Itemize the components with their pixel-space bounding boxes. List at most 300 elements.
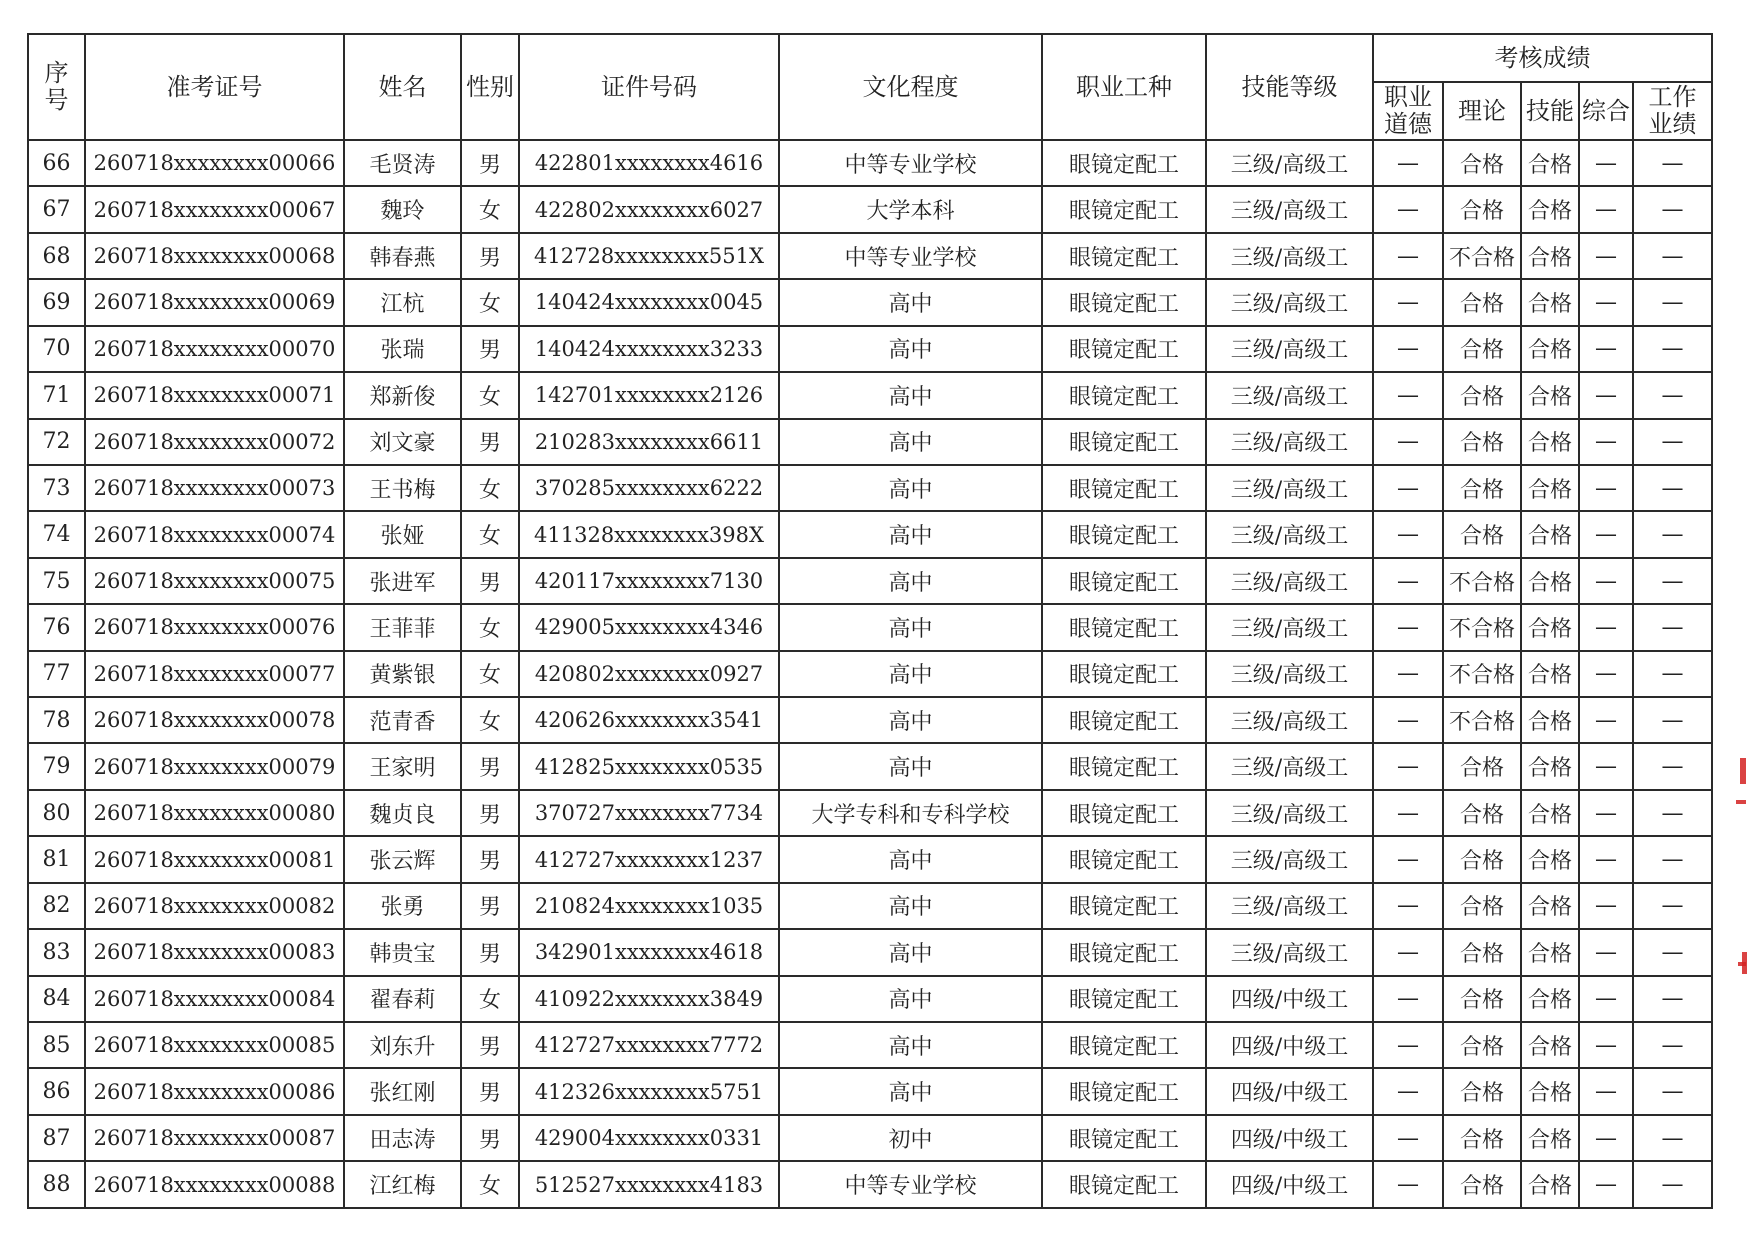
header-comprehensive: 综合 bbox=[1579, 82, 1633, 140]
cell-skill-level: 三级/高级工 bbox=[1206, 883, 1373, 929]
cell-occupation: 眼镜定配工 bbox=[1042, 883, 1206, 929]
cell-skill-level: 四级/中级工 bbox=[1206, 1022, 1373, 1068]
cell-comprehensive: — bbox=[1579, 186, 1633, 232]
cell-id-no: 420626xxxxxxxx3541 bbox=[519, 697, 779, 743]
cell-work-performance: — bbox=[1633, 186, 1712, 232]
table-row bbox=[28, 929, 1712, 975]
cell-occupation: 眼镜定配工 bbox=[1042, 697, 1206, 743]
cell-skill: 合格 bbox=[1521, 419, 1579, 465]
cell-work-performance: — bbox=[1633, 1161, 1712, 1208]
cell-skill-level: 三级/高级工 bbox=[1206, 743, 1373, 789]
cell-index: 68 bbox=[28, 233, 85, 279]
cell-comprehensive: — bbox=[1579, 743, 1633, 789]
table-row bbox=[28, 233, 1712, 279]
cell-skill: 合格 bbox=[1521, 790, 1579, 836]
table-row bbox=[28, 465, 1712, 511]
cell-gender: 女 bbox=[461, 651, 519, 697]
cell-education: 高中 bbox=[779, 419, 1042, 465]
cell-id-no: 412727xxxxxxxx7772 bbox=[519, 1022, 779, 1068]
cell-ethics: — bbox=[1373, 1022, 1443, 1068]
cell-skill: 合格 bbox=[1521, 743, 1579, 789]
header-skill: 技能 bbox=[1521, 82, 1579, 140]
cell-ethics: — bbox=[1373, 1161, 1443, 1208]
cell-education: 中等专业学校 bbox=[779, 233, 1042, 279]
cell-ticket-no: 260718xxxxxxxx00076 bbox=[85, 604, 344, 650]
cell-work-performance: — bbox=[1633, 697, 1712, 743]
cell-comprehensive: — bbox=[1579, 372, 1633, 418]
cell-skill-level: 三级/高级工 bbox=[1206, 558, 1373, 604]
cell-theory: 合格 bbox=[1443, 140, 1521, 186]
cell-theory: 合格 bbox=[1443, 743, 1521, 789]
table-row bbox=[28, 1115, 1712, 1161]
cell-education: 中等专业学校 bbox=[779, 1161, 1042, 1208]
cell-id-no: 422801xxxxxxxx4616 bbox=[519, 140, 779, 186]
cell-occupation: 眼镜定配工 bbox=[1042, 604, 1206, 650]
table-row bbox=[28, 1161, 1712, 1208]
cell-ticket-no: 260718xxxxxxxx00084 bbox=[85, 976, 344, 1022]
cell-ticket-no: 260718xxxxxxxx00088 bbox=[85, 1161, 344, 1208]
cell-theory: 不合格 bbox=[1443, 604, 1521, 650]
seal-fragment bbox=[1736, 800, 1746, 804]
cell-ticket-no: 260718xxxxxxxx00085 bbox=[85, 1022, 344, 1068]
cell-skill: 合格 bbox=[1521, 511, 1579, 557]
cell-id-no: 512527xxxxxxxx4183 bbox=[519, 1161, 779, 1208]
cell-work-performance: — bbox=[1633, 558, 1712, 604]
cell-theory: 合格 bbox=[1443, 465, 1521, 511]
cell-name: 江杭 bbox=[344, 279, 461, 325]
table-row bbox=[28, 186, 1712, 232]
cell-ticket-no: 260718xxxxxxxx00069 bbox=[85, 279, 344, 325]
cell-gender: 女 bbox=[461, 976, 519, 1022]
cell-ethics: — bbox=[1373, 790, 1443, 836]
cell-ethics: — bbox=[1373, 651, 1443, 697]
cell-skill: 合格 bbox=[1521, 326, 1579, 372]
cell-work-performance: — bbox=[1633, 651, 1712, 697]
table-row bbox=[28, 883, 1712, 929]
cell-index: 77 bbox=[28, 651, 85, 697]
cell-name: 韩春燕 bbox=[344, 233, 461, 279]
cell-comprehensive: — bbox=[1579, 929, 1633, 975]
cell-education: 高中 bbox=[779, 1022, 1042, 1068]
cell-education: 高中 bbox=[779, 743, 1042, 789]
cell-ethics: — bbox=[1373, 279, 1443, 325]
cell-gender: 男 bbox=[461, 233, 519, 279]
cell-name: 张勇 bbox=[344, 883, 461, 929]
cell-education: 高中 bbox=[779, 929, 1042, 975]
cell-ethics: — bbox=[1373, 976, 1443, 1022]
cell-occupation: 眼镜定配工 bbox=[1042, 326, 1206, 372]
cell-name: 张进军 bbox=[344, 558, 461, 604]
cell-comprehensive: — bbox=[1579, 419, 1633, 465]
cell-comprehensive: — bbox=[1579, 233, 1633, 279]
cell-name: 刘东升 bbox=[344, 1022, 461, 1068]
cell-skill-level: 三级/高级工 bbox=[1206, 836, 1373, 882]
cell-theory: 合格 bbox=[1443, 186, 1521, 232]
cell-education: 高中 bbox=[779, 326, 1042, 372]
header-theory: 理论 bbox=[1443, 82, 1521, 140]
cell-education: 高中 bbox=[779, 372, 1042, 418]
cell-ticket-no: 260718xxxxxxxx00079 bbox=[85, 743, 344, 789]
cell-theory: 不合格 bbox=[1443, 651, 1521, 697]
cell-theory: 合格 bbox=[1443, 372, 1521, 418]
cell-gender: 女 bbox=[461, 186, 519, 232]
table-row bbox=[28, 558, 1712, 604]
cell-index: 76 bbox=[28, 604, 85, 650]
cell-comprehensive: — bbox=[1579, 1115, 1633, 1161]
cell-gender: 男 bbox=[461, 883, 519, 929]
cell-id-no: 140424xxxxxxxx0045 bbox=[519, 279, 779, 325]
cell-education: 初中 bbox=[779, 1115, 1042, 1161]
cell-id-no: 412727xxxxxxxx1237 bbox=[519, 836, 779, 882]
cell-skill-level: 四级/中级工 bbox=[1206, 1068, 1373, 1114]
cell-work-performance: — bbox=[1633, 465, 1712, 511]
header-ethics: 职业道德 bbox=[1373, 82, 1443, 140]
cell-skill: 合格 bbox=[1521, 697, 1579, 743]
cell-skill: 合格 bbox=[1521, 604, 1579, 650]
header-work-performance: 工作业绩 bbox=[1633, 82, 1712, 140]
cell-index: 73 bbox=[28, 465, 85, 511]
cell-ethics: — bbox=[1373, 140, 1443, 186]
cell-ethics: — bbox=[1373, 558, 1443, 604]
cell-index: 71 bbox=[28, 372, 85, 418]
cell-occupation: 眼镜定配工 bbox=[1042, 419, 1206, 465]
cell-skill: 合格 bbox=[1521, 372, 1579, 418]
cell-theory: 不合格 bbox=[1443, 558, 1521, 604]
cell-work-performance: — bbox=[1633, 836, 1712, 882]
cell-skill: 合格 bbox=[1521, 1161, 1579, 1208]
cell-skill: 合格 bbox=[1521, 883, 1579, 929]
cell-id-no: 140424xxxxxxxx3233 bbox=[519, 326, 779, 372]
cell-skill-level: 三级/高级工 bbox=[1206, 279, 1373, 325]
cell-ticket-no: 260718xxxxxxxx00078 bbox=[85, 697, 344, 743]
cell-theory: 合格 bbox=[1443, 1022, 1521, 1068]
cell-index: 69 bbox=[28, 279, 85, 325]
cell-comprehensive: — bbox=[1579, 883, 1633, 929]
cell-education: 高中 bbox=[779, 697, 1042, 743]
cell-gender: 女 bbox=[461, 697, 519, 743]
cell-skill-level: 四级/中级工 bbox=[1206, 1161, 1373, 1208]
cell-work-performance: — bbox=[1633, 976, 1712, 1022]
cell-index: 85 bbox=[28, 1022, 85, 1068]
cell-theory: 合格 bbox=[1443, 511, 1521, 557]
cell-id-no: 342901xxxxxxxx4618 bbox=[519, 929, 779, 975]
table-row bbox=[28, 1022, 1712, 1068]
cell-gender: 女 bbox=[461, 511, 519, 557]
cell-gender: 男 bbox=[461, 1022, 519, 1068]
cell-gender: 男 bbox=[461, 790, 519, 836]
cell-ethics: — bbox=[1373, 883, 1443, 929]
cell-ethics: — bbox=[1373, 465, 1443, 511]
cell-comprehensive: — bbox=[1579, 1068, 1633, 1114]
cell-education: 高中 bbox=[779, 604, 1042, 650]
cell-index: 87 bbox=[28, 1115, 85, 1161]
cell-index: 88 bbox=[28, 1161, 85, 1208]
cell-education: 高中 bbox=[779, 279, 1042, 325]
cell-index: 80 bbox=[28, 790, 85, 836]
cell-index: 67 bbox=[28, 186, 85, 232]
cell-work-performance: — bbox=[1633, 279, 1712, 325]
cell-name: 张云辉 bbox=[344, 836, 461, 882]
table-row bbox=[28, 511, 1712, 557]
cell-work-performance: — bbox=[1633, 1115, 1712, 1161]
cell-index: 79 bbox=[28, 743, 85, 789]
cell-skill-level: 三级/高级工 bbox=[1206, 790, 1373, 836]
cell-ticket-no: 260718xxxxxxxx00073 bbox=[85, 465, 344, 511]
cell-skill-level: 三级/高级工 bbox=[1206, 511, 1373, 557]
cell-occupation: 眼镜定配工 bbox=[1042, 790, 1206, 836]
cell-ticket-no: 260718xxxxxxxx00074 bbox=[85, 511, 344, 557]
cell-work-performance: — bbox=[1633, 140, 1712, 186]
cell-occupation: 眼镜定配工 bbox=[1042, 1115, 1206, 1161]
header-skill-level: 技能等级 bbox=[1206, 34, 1373, 140]
cell-skill-level: 三级/高级工 bbox=[1206, 604, 1373, 650]
cell-occupation: 眼镜定配工 bbox=[1042, 186, 1206, 232]
cell-ethics: — bbox=[1373, 419, 1443, 465]
cell-comprehensive: — bbox=[1579, 279, 1633, 325]
cell-work-performance: — bbox=[1633, 604, 1712, 650]
cell-ethics: — bbox=[1373, 836, 1443, 882]
cell-skill-level: 三级/高级工 bbox=[1206, 651, 1373, 697]
cell-index: 70 bbox=[28, 326, 85, 372]
cell-ethics: — bbox=[1373, 233, 1443, 279]
cell-education: 大学本科 bbox=[779, 186, 1042, 232]
cell-ticket-no: 260718xxxxxxxx00075 bbox=[85, 558, 344, 604]
cell-name: 魏贞良 bbox=[344, 790, 461, 836]
cell-work-performance: — bbox=[1633, 1022, 1712, 1068]
cell-work-performance: — bbox=[1633, 372, 1712, 418]
cell-gender: 男 bbox=[461, 558, 519, 604]
table-body bbox=[28, 140, 1712, 1208]
cell-work-performance: — bbox=[1633, 1068, 1712, 1114]
cell-id-no: 210824xxxxxxxx1035 bbox=[519, 883, 779, 929]
cell-work-performance: — bbox=[1633, 419, 1712, 465]
cell-education: 高中 bbox=[779, 558, 1042, 604]
cell-education: 高中 bbox=[779, 836, 1042, 882]
cell-theory: 合格 bbox=[1443, 326, 1521, 372]
cell-education: 高中 bbox=[779, 976, 1042, 1022]
cell-index: 66 bbox=[28, 140, 85, 186]
header-occupation: 职业工种 bbox=[1042, 34, 1206, 140]
cell-name: 江红梅 bbox=[344, 1161, 461, 1208]
cell-index: 75 bbox=[28, 558, 85, 604]
table-header bbox=[28, 34, 1712, 140]
seal-fragment bbox=[1740, 758, 1746, 784]
cell-ticket-no: 260718xxxxxxxx00066 bbox=[85, 140, 344, 186]
cell-skill: 合格 bbox=[1521, 1115, 1579, 1161]
cell-index: 82 bbox=[28, 883, 85, 929]
cell-education: 大学专科和专科学校 bbox=[779, 790, 1042, 836]
cell-skill-level: 三级/高级工 bbox=[1206, 465, 1373, 511]
table-row bbox=[28, 279, 1712, 325]
cell-name: 张红刚 bbox=[344, 1068, 461, 1114]
table-row bbox=[28, 1068, 1712, 1114]
cell-theory: 合格 bbox=[1443, 883, 1521, 929]
cell-occupation: 眼镜定配工 bbox=[1042, 140, 1206, 186]
cell-id-no: 420117xxxxxxxx7130 bbox=[519, 558, 779, 604]
cell-gender: 女 bbox=[461, 604, 519, 650]
cell-work-performance: — bbox=[1633, 743, 1712, 789]
cell-id-no: 142701xxxxxxxx2126 bbox=[519, 372, 779, 418]
cell-education: 高中 bbox=[779, 1068, 1042, 1114]
cell-skill-level: 三级/高级工 bbox=[1206, 929, 1373, 975]
cell-skill-level: 四级/中级工 bbox=[1206, 1115, 1373, 1161]
cell-theory: 合格 bbox=[1443, 790, 1521, 836]
cell-name: 刘文豪 bbox=[344, 419, 461, 465]
cell-gender: 女 bbox=[461, 372, 519, 418]
cell-comprehensive: — bbox=[1579, 1022, 1633, 1068]
cell-gender: 女 bbox=[461, 1161, 519, 1208]
cell-id-no: 410922xxxxxxxx3849 bbox=[519, 976, 779, 1022]
header-name: 姓名 bbox=[344, 34, 461, 140]
seal-fragment bbox=[1738, 962, 1746, 966]
cell-skill-level: 三级/高级工 bbox=[1206, 372, 1373, 418]
cell-id-no: 210283xxxxxxxx6611 bbox=[519, 419, 779, 465]
cell-ethics: — bbox=[1373, 743, 1443, 789]
cell-gender: 男 bbox=[461, 929, 519, 975]
cell-theory: 合格 bbox=[1443, 1161, 1521, 1208]
cell-index: 86 bbox=[28, 1068, 85, 1114]
cell-ethics: — bbox=[1373, 186, 1443, 232]
cell-gender: 男 bbox=[461, 140, 519, 186]
cell-name: 魏玲 bbox=[344, 186, 461, 232]
header-id-no: 证件号码 bbox=[519, 34, 779, 140]
cell-occupation: 眼镜定配工 bbox=[1042, 976, 1206, 1022]
cell-id-no: 412825xxxxxxxx0535 bbox=[519, 743, 779, 789]
table-row bbox=[28, 743, 1712, 789]
table-row bbox=[28, 372, 1712, 418]
cell-occupation: 眼镜定配工 bbox=[1042, 465, 1206, 511]
cell-ethics: — bbox=[1373, 326, 1443, 372]
cell-comprehensive: — bbox=[1579, 976, 1633, 1022]
table-row bbox=[28, 140, 1712, 186]
cell-comprehensive: — bbox=[1579, 790, 1633, 836]
cell-name: 毛贤涛 bbox=[344, 140, 461, 186]
header-ticket-no: 准考证号 bbox=[85, 34, 344, 140]
cell-skill: 合格 bbox=[1521, 186, 1579, 232]
cell-occupation: 眼镜定配工 bbox=[1042, 929, 1206, 975]
cell-education: 高中 bbox=[779, 651, 1042, 697]
cell-ethics: — bbox=[1373, 1115, 1443, 1161]
cell-name: 张瑞 bbox=[344, 326, 461, 372]
cell-ticket-no: 260718xxxxxxxx00081 bbox=[85, 836, 344, 882]
cell-skill: 合格 bbox=[1521, 651, 1579, 697]
cell-name: 田志涛 bbox=[344, 1115, 461, 1161]
cell-index: 81 bbox=[28, 836, 85, 882]
cell-skill-level: 三级/高级工 bbox=[1206, 186, 1373, 232]
cell-work-performance: — bbox=[1633, 929, 1712, 975]
cell-gender: 男 bbox=[461, 743, 519, 789]
cell-ticket-no: 260718xxxxxxxx00082 bbox=[85, 883, 344, 929]
header-education: 文化程度 bbox=[779, 34, 1042, 140]
cell-occupation: 眼镜定配工 bbox=[1042, 1161, 1206, 1208]
cell-ethics: — bbox=[1373, 1068, 1443, 1114]
cell-skill: 合格 bbox=[1521, 836, 1579, 882]
cell-education: 高中 bbox=[779, 883, 1042, 929]
cell-ethics: — bbox=[1373, 929, 1443, 975]
cell-work-performance: — bbox=[1633, 233, 1712, 279]
cell-skill: 合格 bbox=[1521, 976, 1579, 1022]
cell-skill-level: 四级/中级工 bbox=[1206, 976, 1373, 1022]
exam-results-table bbox=[27, 33, 1713, 1209]
cell-gender: 男 bbox=[461, 1068, 519, 1114]
cell-name: 韩贵宝 bbox=[344, 929, 461, 975]
cell-gender: 男 bbox=[461, 1115, 519, 1161]
cell-occupation: 眼镜定配工 bbox=[1042, 1022, 1206, 1068]
cell-comprehensive: — bbox=[1579, 836, 1633, 882]
cell-skill-level: 三级/高级工 bbox=[1206, 233, 1373, 279]
cell-skill: 合格 bbox=[1521, 929, 1579, 975]
cell-id-no: 370727xxxxxxxx7734 bbox=[519, 790, 779, 836]
cell-name: 黄紫银 bbox=[344, 651, 461, 697]
cell-ethics: — bbox=[1373, 511, 1443, 557]
cell-comprehensive: — bbox=[1579, 651, 1633, 697]
cell-theory: 合格 bbox=[1443, 1115, 1521, 1161]
cell-work-performance: — bbox=[1633, 326, 1712, 372]
cell-comprehensive: — bbox=[1579, 326, 1633, 372]
table-row bbox=[28, 697, 1712, 743]
cell-name: 王家明 bbox=[344, 743, 461, 789]
cell-id-no: 370285xxxxxxxx6222 bbox=[519, 465, 779, 511]
table-row bbox=[28, 326, 1712, 372]
cell-comprehensive: — bbox=[1579, 1161, 1633, 1208]
cell-occupation: 眼镜定配工 bbox=[1042, 511, 1206, 557]
cell-ticket-no: 260718xxxxxxxx00072 bbox=[85, 419, 344, 465]
cell-ticket-no: 260718xxxxxxxx00083 bbox=[85, 929, 344, 975]
cell-gender: 女 bbox=[461, 465, 519, 511]
cell-ticket-no: 260718xxxxxxxx00080 bbox=[85, 790, 344, 836]
cell-occupation: 眼镜定配工 bbox=[1042, 558, 1206, 604]
table-row bbox=[28, 836, 1712, 882]
cell-name: 张娅 bbox=[344, 511, 461, 557]
cell-skill-level: 三级/高级工 bbox=[1206, 697, 1373, 743]
cell-education: 中等专业学校 bbox=[779, 140, 1042, 186]
table-row bbox=[28, 651, 1712, 697]
cell-education: 高中 bbox=[779, 465, 1042, 511]
cell-occupation: 眼镜定配工 bbox=[1042, 836, 1206, 882]
cell-id-no: 420802xxxxxxxx0927 bbox=[519, 651, 779, 697]
cell-index: 74 bbox=[28, 511, 85, 557]
cell-theory: 合格 bbox=[1443, 976, 1521, 1022]
cell-skill: 合格 bbox=[1521, 465, 1579, 511]
cell-skill-level: 三级/高级工 bbox=[1206, 326, 1373, 372]
cell-skill: 合格 bbox=[1521, 233, 1579, 279]
table-row bbox=[28, 790, 1712, 836]
cell-ticket-no: 260718xxxxxxxx00070 bbox=[85, 326, 344, 372]
cell-theory: 合格 bbox=[1443, 279, 1521, 325]
cell-comprehensive: — bbox=[1579, 511, 1633, 557]
cell-occupation: 眼镜定配工 bbox=[1042, 743, 1206, 789]
cell-occupation: 眼镜定配工 bbox=[1042, 279, 1206, 325]
cell-ticket-no: 260718xxxxxxxx00086 bbox=[85, 1068, 344, 1114]
cell-name: 王菲菲 bbox=[344, 604, 461, 650]
cell-education: 高中 bbox=[779, 511, 1042, 557]
cell-theory: 合格 bbox=[1443, 1068, 1521, 1114]
table-row bbox=[28, 976, 1712, 1022]
header-gender: 性别 bbox=[461, 34, 519, 140]
cell-theory: 合格 bbox=[1443, 929, 1521, 975]
cell-occupation: 眼镜定配工 bbox=[1042, 233, 1206, 279]
cell-id-no: 429004xxxxxxxx0331 bbox=[519, 1115, 779, 1161]
table-row bbox=[28, 419, 1712, 465]
cell-comprehensive: — bbox=[1579, 558, 1633, 604]
cell-gender: 男 bbox=[461, 836, 519, 882]
cell-skill: 合格 bbox=[1521, 558, 1579, 604]
cell-name: 郑新俊 bbox=[344, 372, 461, 418]
cell-occupation: 眼镜定配工 bbox=[1042, 651, 1206, 697]
cell-ticket-no: 260718xxxxxxxx00087 bbox=[85, 1115, 344, 1161]
cell-gender: 男 bbox=[461, 419, 519, 465]
cell-index: 72 bbox=[28, 419, 85, 465]
